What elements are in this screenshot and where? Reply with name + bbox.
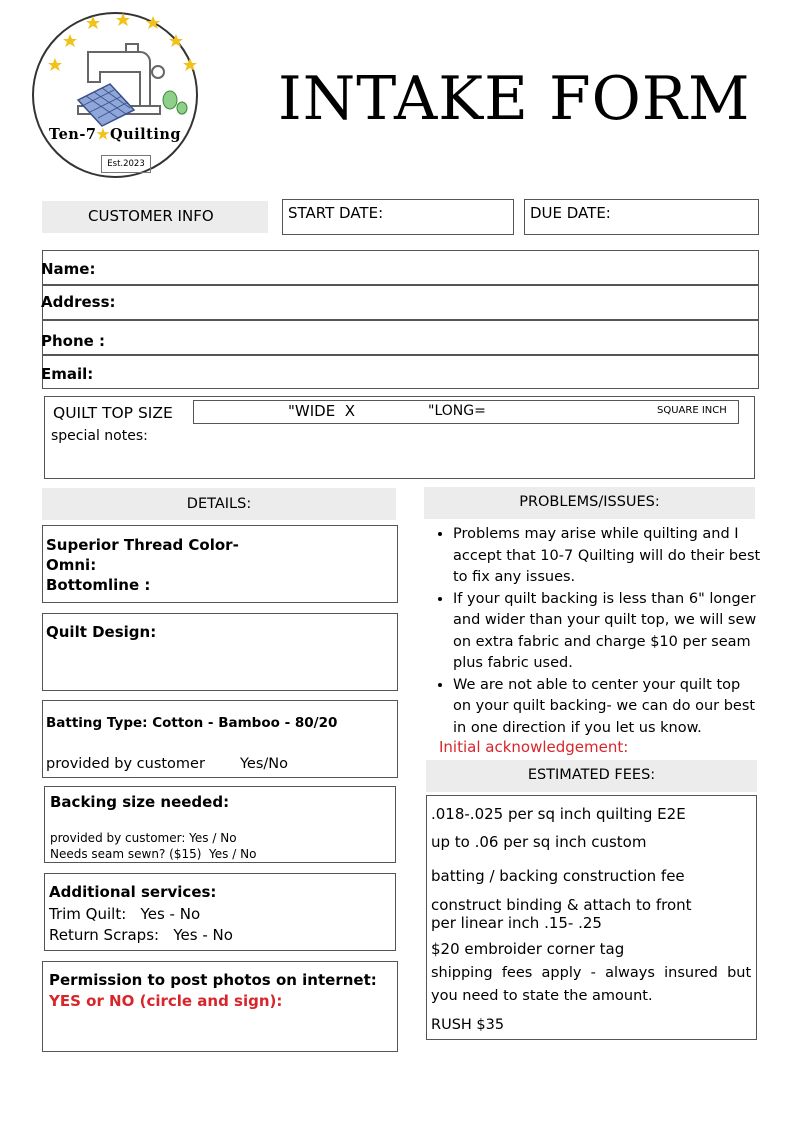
- fees-heading: [426, 760, 757, 792]
- backing-size-label: Backing size needed:: [50, 793, 230, 811]
- return-scraps-option[interactable]: Return Scraps: Yes - No: [49, 926, 233, 944]
- problem-item: • We are not able to center your quilt top on your quilt backing- we can do our best in one direction if you let us know.: [453, 675, 761, 740]
- logo-brand-right: Quilting: [109, 126, 182, 143]
- fee-rush: RUSH $35: [431, 1017, 505, 1033]
- fee-binding-line-1: construct binding & attach to front: [431, 896, 692, 914]
- address-field[interactable]: [42, 285, 759, 320]
- special-notes-label: special notes:: [51, 428, 148, 444]
- fee-shipping-line-2: you need to state the amount.: [431, 988, 653, 1004]
- fee-custom: up to .06 per sq inch custom: [431, 833, 647, 851]
- fee-shipping-line-1: shipping fees apply - always insured but: [431, 965, 752, 981]
- permission-label: Permission to post photos on internet:: [49, 971, 377, 989]
- page-title: INTAKE FORM: [278, 64, 751, 134]
- email-label: Email:: [41, 365, 94, 383]
- problems-heading-text: PROBLEMS/ISSUES:: [519, 494, 660, 510]
- batting-provided-label: provided by customer: [46, 756, 205, 772]
- details-heading: [42, 488, 396, 520]
- email-field[interactable]: [42, 355, 759, 389]
- address-label: Address:: [41, 293, 116, 311]
- logo: [30, 10, 200, 180]
- batting-type-label: Batting Type: Cotton - Bamboo - 80/20: [46, 715, 338, 731]
- phone-label: Phone :: [41, 332, 106, 350]
- fees-heading-text: ESTIMATED FEES:: [527, 767, 656, 783]
- quilt-top-size-label: QUILT TOP SIZE: [53, 404, 173, 422]
- logo-est-text: Est.2023: [107, 159, 145, 169]
- logo-brand-left: Ten-7: [48, 126, 97, 143]
- batting-yes-no[interactable]: Yes/No: [240, 756, 289, 772]
- wide-label: "WIDE X: [288, 402, 355, 420]
- permission-text: [49, 970, 377, 1012]
- bottomline-label: Bottomline :: [46, 576, 151, 594]
- name-label: Name:: [41, 260, 96, 278]
- omni-label: Omni:: [46, 556, 97, 574]
- additional-services-text: [49, 882, 233, 947]
- due-date-field[interactable]: [524, 199, 759, 235]
- permission-choice[interactable]: YES or NO (circle and sign):: [49, 992, 283, 1010]
- additional-services-box[interactable]: [44, 873, 396, 951]
- fee-construction: batting / backing construction fee: [431, 867, 685, 885]
- logo-brand: [30, 126, 200, 143]
- fee-e2e: .018-.025 per sq inch quilting E2E: [431, 805, 686, 823]
- quilt-design-box[interactable]: [42, 613, 398, 691]
- square-inch-label: SQUARE INCH: [657, 405, 727, 416]
- additional-services-label: Additional services:: [49, 883, 217, 901]
- fees-box: [426, 795, 757, 1040]
- batting-box[interactable]: [42, 700, 398, 778]
- fee-embroider: $20 embroider corner tag: [431, 940, 625, 958]
- star-icon: ★: [96, 126, 110, 143]
- start-date-label: START DATE:: [288, 204, 384, 222]
- due-date-label: DUE DATE:: [530, 204, 611, 222]
- quilt-size-input[interactable]: [193, 400, 739, 424]
- thread-color-box[interactable]: [42, 525, 398, 603]
- long-label: "LONG=: [428, 403, 486, 419]
- backing-seam-label: Needs seam sewn? ($15) Yes / No: [50, 847, 257, 861]
- details-heading-text: DETAILS:: [186, 496, 252, 512]
- name-field[interactable]: [42, 250, 759, 285]
- problem-item: • If your quilt backing is less than 6" longer and wider than your quilt top, we will sew on extra fabric and charge $10 per seam plus fabric used.: [453, 589, 761, 675]
- phone-field[interactable]: [42, 320, 759, 355]
- initial-acknowledgement[interactable]: Initial acknowledgement:: [439, 738, 629, 756]
- trim-quilt-option[interactable]: Trim Quilt: Yes - No: [49, 904, 201, 923]
- backing-box[interactable]: [44, 786, 396, 863]
- quilt-design-label: Quilt Design:: [46, 623, 157, 641]
- customer-info-heading: [42, 201, 268, 233]
- problems-heading: [424, 487, 755, 519]
- backing-provided-label: provided by customer: Yes / No: [50, 831, 237, 845]
- thread-text: [46, 535, 239, 595]
- logo-est-badge: [101, 155, 151, 173]
- fee-binding-line-2: per linear inch .15- .25: [431, 914, 602, 932]
- permission-box[interactable]: [42, 961, 398, 1052]
- problem-item: • Problems may arise while quilting and I accept that 10-7 Quilting will do their best to fix any issues.: [453, 524, 761, 589]
- problems-list: [425, 524, 761, 739]
- customer-info-heading-text: CUSTOMER INFO: [88, 207, 214, 225]
- start-date-field[interactable]: [282, 199, 514, 235]
- superior-thread-label: Superior Thread Color-: [46, 536, 239, 554]
